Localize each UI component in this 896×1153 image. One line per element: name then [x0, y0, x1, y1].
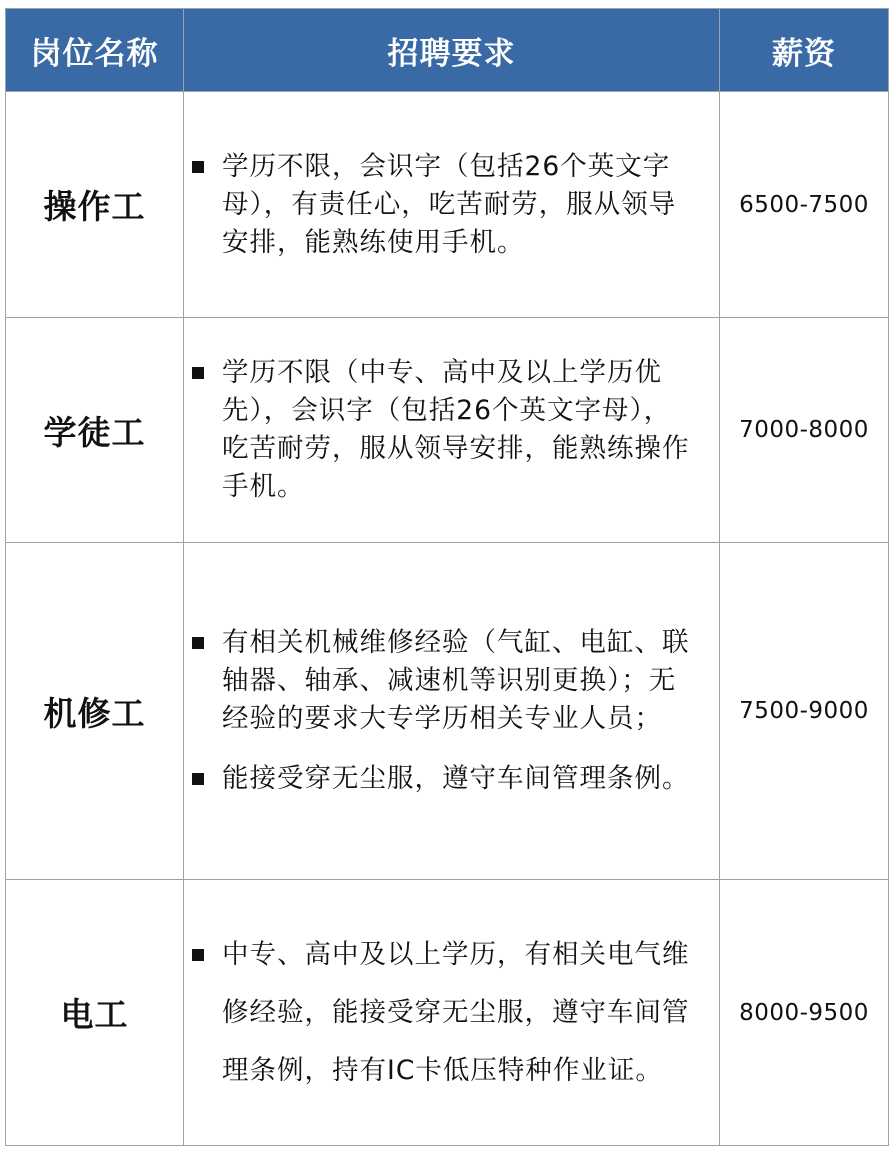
- table-row: [6, 318, 889, 543]
- position-cell: 操作工: [6, 92, 184, 318]
- position-cell: 机修工: [6, 543, 184, 880]
- salary-cell: 7000-8000: [720, 318, 889, 543]
- requirement-item: [190, 926, 697, 1100]
- table-row: [6, 92, 889, 318]
- requirement-item: [190, 624, 697, 738]
- requirement-text: 学历不限，会识字（包括26个英文字母），有责任心，吃苦耐劳，服从领导安排，能熟练使用手机。: [222, 150, 677, 258]
- requirements-cell: [184, 92, 720, 318]
- bullet-square-icon: [192, 161, 204, 173]
- requirement-text: 能接受穿无尘服，遵守车间管理条例。: [222, 763, 690, 794]
- header-requirements: 招聘要求: [184, 9, 720, 92]
- requirements-cell: [184, 543, 720, 880]
- position-cell: 电工: [6, 880, 184, 1146]
- requirements-cell: [184, 880, 720, 1146]
- job-table: [5, 8, 889, 1146]
- salary-cell: 8000-9500: [720, 880, 889, 1146]
- bullet-square-icon: [192, 949, 204, 961]
- requirement-item: [190, 354, 697, 506]
- bullet-square-icon: [192, 367, 204, 379]
- position-cell: 学徒工: [6, 318, 184, 543]
- requirements-cell: [184, 318, 720, 543]
- header-position: 岗位名称: [6, 9, 184, 92]
- header-salary: 薪资: [720, 9, 889, 92]
- table-row: [6, 880, 889, 1146]
- bullet-square-icon: [192, 773, 204, 785]
- table-header-row: [6, 9, 889, 92]
- table-row: [6, 543, 889, 880]
- salary-cell: 6500-7500: [720, 92, 889, 318]
- requirement-text: 中专、高中及以上学历，有相关电气维修经验，能接受穿无尘服，遵守车间管理条例，持有IC卡低压特种作业证。: [222, 938, 690, 1086]
- requirement-item: [190, 760, 697, 798]
- requirement-text: 有相关机械维修经验（气缸、电缸、联轴器、轴承、减速机等识别更换）；无经验的要求大专学历相关专业人员；: [222, 627, 690, 734]
- salary-cell: 7500-9000: [720, 543, 889, 880]
- requirement-item: [190, 148, 697, 262]
- requirement-text: 学历不限（中专、高中及以上学历优先），会识字（包括26个英文字母），吃苦耐劳，服从领导安排，能熟练操作手机。: [222, 357, 690, 502]
- bullet-square-icon: [192, 637, 204, 649]
